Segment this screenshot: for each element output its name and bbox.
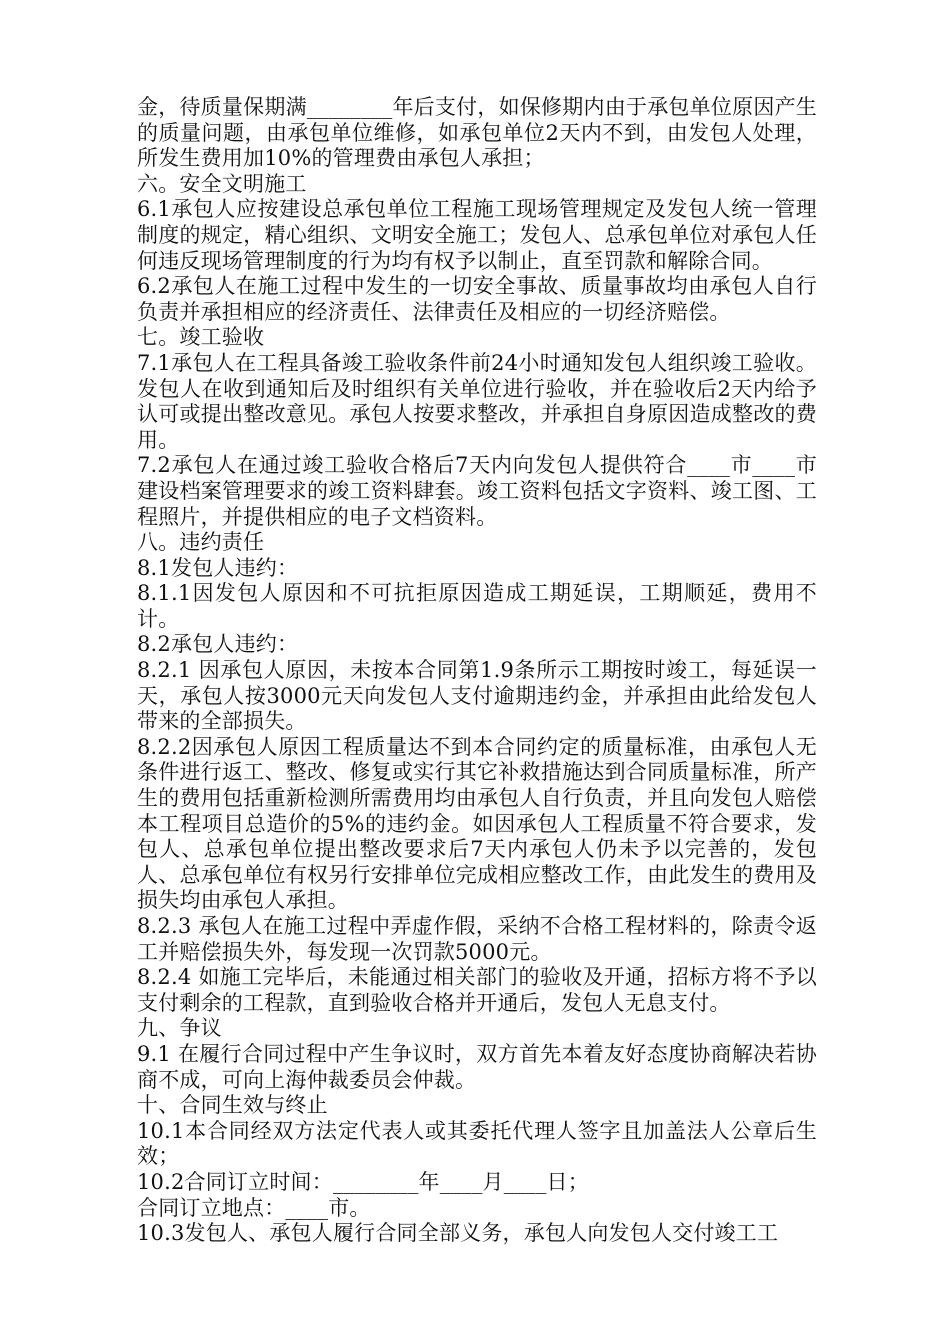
clause-8-2-3: 8.2.3 承包人在施工过程中弄虚作假，采纳不合格工程材料的，除责令返工并赔偿损失外，每发现一次罚款5000元。 (137, 914, 817, 964)
clause-10-1: 10.1本合同经双方法定代表人或其委托代理人签字且加盖法人公章后生效； (137, 1118, 817, 1169)
section-heading-7: 七。竣工验收 (137, 325, 265, 350)
section-heading-9: 九、争议 (137, 1016, 222, 1041)
section-heading-10: 十、合同生效与终止 (137, 1093, 328, 1118)
document-body (137, 95, 817, 1247)
clause-10-2: 10.2合同订立时间：________年____月____日； (137, 1169, 589, 1194)
clause-8-2-4: 8.2.4 如施工完毕后，未能通过相关部门的验收及开通，招标方将不予以支付剩余的工程款，直到验收合格并开通后，发包人无息支付。 (137, 965, 817, 1015)
section-heading-8: 八。违约责任 (137, 530, 265, 555)
clause-8-1-1: 8.1.1因发包人原因和不可抗拒原因造成工期延误，工期顺延，费用不计。 (137, 581, 817, 631)
clause-9-1: 9.1 在履行合同过程中产生争议时，双方首先本着友好态度协商解决若协商不成，可向上海仲裁委员会仲裁。 (137, 1041, 817, 1092)
section-heading-6: 六。安全文明施工 (137, 171, 307, 196)
clause-7-1: 7.1承包人在工程具备竣工验收条件前24小时通知发包人组织竣工验收。发包人在收到通知后及时组织有关单位进行验收，并在验收后2天内给予认可或提出整改意见。承包人按要求整改，并承担自身原因造成整改的费用。 (137, 350, 817, 452)
clause-6-2: 6.2承包人在施工过程中发生的一切安全事故、质量事故均由承包人自行负责并承担相应的经济责任、法律责任及相应的一切经济赔偿。 (137, 274, 817, 324)
clause-8-1: 8.1发包人违约： (137, 555, 299, 580)
clause-10-3: 10.3发包人、承包人履行合同全部义务，承包人向发包人交付竣工工 (137, 1221, 779, 1246)
clause-8-2-2: 8.2.2因承包人原因工程质量达不到本合同约定的质量标准，由承包人无条件进行返工、整改、修复或实行其它补救措施达到合同质量标准，所产生的费用包括重新检测所需费用均由承包人自行负责，并且向发包人赔偿本工程项目总造价的5%的违约金。如因承包人工程质量不符合要求，发包人、总承包单位提出整改要求后7天内承包人仍未予以完善的，发包人、总承包单位有权另行安排单位完成相应整改工作，由此发生的费用及损失均由承包人承担。 (137, 734, 817, 913)
clause-8-2-1: 8.2.1 因承包人原因，未按本合同第1.9条所示工期按时竣工，每延误一天，承包人按3000元天向发包人支付逾期违约金，并承担由此给发包人带来的全部损失。 (137, 658, 817, 734)
clause-6-1: 6.1承包人应按建设总承包单位工程施工现场管理规定及发包人统一管理制度的规定，精心组织、文明安全施工；发包人、总承包单位对承包人任何违反现场管理制度的行为均有权予以制止，直至罚款和解除合同。 (137, 197, 817, 273)
clause-8-2: 8.2承包人违约： (137, 632, 299, 657)
contract-location: 合同订立地点：____市。 (137, 1195, 371, 1220)
paragraph-warranty-payment: 金，待质量保期满________年后支付，如保修期内由于承包单位原因产生的质量问题，由承包单位维修，如承包单位2天内不到，由发包人处理，所发生费用加10%的管理费由承包人承担； (137, 95, 817, 171)
clause-7-2: 7.2承包人在通过竣工验收合格后7天内向发包人提供符合____市____市建设档案管理要求的竣工资料肆套。竣工资料包括文字资料、竣工图、工程照片，并提供相应的电子文档资料。 (137, 453, 817, 529)
